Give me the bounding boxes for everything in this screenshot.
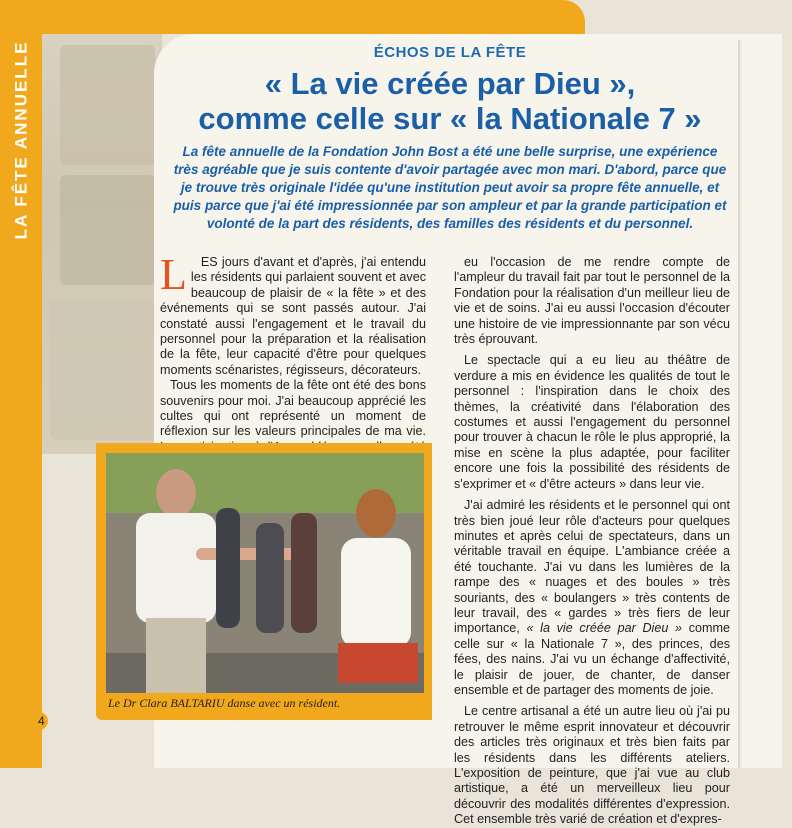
paragraph: Le centre artisanal a été un autre lieu où j'ai pu retrouver le même esprit innovateur et découvrir des articles très originaux et très bien faits par les résidents dans les différents ateliers. L'exposition de peinture, que j'ai vue au club artistique, a été un merveilleux lieu pour découvrir des modalités différentes d'expression. Cet ensemble très varié de création et d'expres-	[454, 704, 730, 827]
paragraph-text: comme celle sur « la Nationale 7 », des princes, des fées, des nains. J'ai vu un échange d'affectivité, le plaisir de jouer, de chanter, de danser ensemble et de partager des moments de joie.	[454, 621, 731, 697]
text-column-left	[160, 250, 426, 471]
section-label-text: LA FÊTE ANNUELLE	[11, 40, 31, 240]
text-column-right	[454, 255, 730, 828]
paragraph: Le spectacle qui a eu lieu au théâtre de verdure a mis en évidence les qualités de tout le personnel : l'inspiration dans le choix des thèmes, la créativité dans l'élaboration des costumes et aussi l'engagement du personnel pour trouver à chacun le rôle le plus approprié, la mise en scène la plus adaptée, pour faciliter encore une fois la possibilité des résidents de s'exprimer et « d'être acteurs » dans leur vie.	[454, 353, 730, 491]
paragraph: Tous les moments de la fête ont été des bons souvenirs pour moi. J'ai beaucoup apprécié les cultes qui ont représenté un moment de réflexion sur les valeurs principales de ma vie.	[160, 378, 426, 439]
dance-photo-illustration	[106, 453, 424, 693]
paragraph	[160, 250, 426, 378]
section-label	[2, 40, 40, 240]
paragraph: eu l'occasion de me rendre compte de l'ampleur du travail fait par tout le personnel de la Fondation pour la réalisation d'un meilleur lieu de vie et de soins. J'ai eu aussi l'occasion d'écouter une histoire de vie impressionnante par son vécu très éprouvant.	[454, 255, 730, 347]
page-number: 4	[38, 714, 45, 728]
drop-cap: L	[160, 250, 187, 299]
photo-caption	[108, 696, 428, 711]
caption-text: danse avec un résident.	[224, 696, 341, 710]
dance-photo	[106, 453, 424, 693]
article-headline	[150, 66, 750, 136]
paragraph	[454, 498, 730, 698]
caption-name: BALTARIU	[170, 696, 225, 710]
headline-line-2: comme celle sur « la Nationale 7 »	[198, 101, 702, 136]
italic-quote: « la vie créée par Dieu »	[526, 621, 683, 636]
article-kicker: ÉCHOS DE LA FÊTE	[373, 44, 527, 61]
page-fold	[738, 40, 742, 768]
paragraph-text: J'ai admiré les résidents et le personnel qui ont très bien joué leur rôle d'acteurs pour quelques minutes et après celui de spectateurs, dans un véritable travail en équipe. L'ambiance créée a été touchante. J'ai vu dans les lumières de la rampe des « nuages et des boules » très souriants, des « boulangers » très contents de leur travail, des « gardes » très fiers de leur importance,	[454, 498, 730, 636]
caption-text: Le Dr Clara	[108, 696, 171, 710]
paragraph-text: ES jours d'avant et d'après, j'ai entendu les résidents qui parlaient souvent et avec beaucoup de plaisir de « la fête » et des événements qui se sont passés autour. J'ai constaté aussi l'engagement et le travail du personnel pour la préparation et la réalisation de la fête, leur capacité d'être pour quelques moments scénaristes, régisseurs, décorateurs.	[160, 255, 426, 377]
orange-top-band	[0, 0, 585, 34]
headline-line-1: « La vie créée par Dieu »,	[264, 66, 636, 101]
article-lead: La fête annuelle de la Fondation John Bost a été une belle surprise, une expérience très agréable que je suis contente d'avoir partagée avec mon mari. D'abord, parce que je trouve très originale l'idée qu'une institution peut avoir sa propre fête annuelle, et puis parce que j'ai été impressionnée par son ampleur et par la grande participation et volonté de la part des résidents, des familles des résidents et du personnel.	[173, 144, 727, 231]
